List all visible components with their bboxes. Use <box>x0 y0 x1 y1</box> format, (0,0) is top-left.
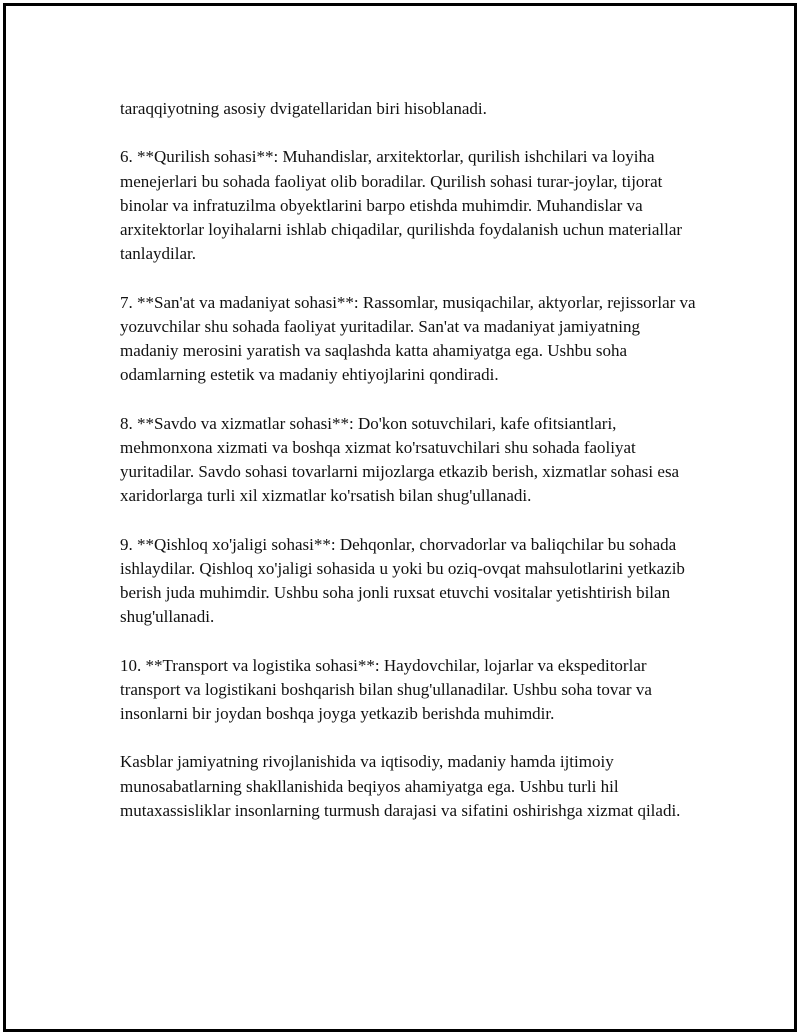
document-body <box>120 97 700 823</box>
paragraph-construction-sector: 6. **Qurilish sohasi**: Muhandislar, arxitektorlar, qurilish ishchilari va loyiha menejerlari bu sohada faoliyat olib boradilar. Qurilish sohasi turar-joylar, tijorat binolar va infratuzilma obyektlarini barpo etishda muhimdir. Muhandislar va arxitektorlar loyihalarni ishlab chiqadilar, qurilishda foydalanish uchun materiallar tanlaydilar. <box>120 147 683 264</box>
paragraph-continuation: taraqqiyotning asosiy dvigatellaridan biri hisoblanadi. <box>120 99 487 118</box>
paragraph-transport-logistics-sector: 10. **Transport va logistika sohasi**: Haydovchilar, lojarlar va ekspeditorlar transport va logistikani boshqarish bilan shug'ullanadilar. Ushbu soha tovar va insonlarni bir joydan boshqa joyga yetkazib berishda muhimdir. <box>120 655 652 723</box>
paragraph-agriculture-sector: 9. **Qishloq xo'jaligi sohasi**: Dehqonlar, chorvadorlar va baliqchilar bu sohada ishlaydilar. Qishloq xo'jaligi sohasida u yoki bu oziq-ovqat mahsulotlarini yetkazib berish juda muhimdir. Ushbu soha jonli ruxsat etuvchi vositalar yetishtirish bilan shug'ullanadi. <box>120 534 685 627</box>
paragraph-art-culture-sector: 7. **San'at va madaniyat sohasi**: Rassomlar, musiqachilar, aktyorlar, rejissorlar va yozuvchilar shu sohada faoliyat yuritadilar. San'at va madaniyat jamiyatning madaniy merosini yaratish va saqlashda katta ahamiyatga ega. Ushbu soha odamlarning estetik va madaniy ehtiyojlarini qondiradi. <box>120 292 696 385</box>
page-frame <box>3 3 797 1032</box>
paragraph-trade-services-sector: 8. **Savdo va xizmatlar sohasi**: Do'kon sotuvchilari, kafe ofitsiantlari, mehmonxona xizmati va boshqa xizmat ko'rsatuvchilari shu sohada faoliyat yuritadilar. Savdo sohasi tovarlarni mijozlarga etkazib berish, xizmatlar sohasi esa xaridorlarga turli xil xizmatlar ko'rsatish bilan shug'ullanadi. <box>120 413 680 506</box>
paragraph-conclusion: Kasblar jamiyatning rivojlanishida va iqtisodiy, madaniy hamda ijtimoiy munosabatlarning shakllanishida beqiyos ahamiyatga ega. Ushbu turli hil mutaxassisliklar insonlarning turmush darajasi va sifatini oshirishga xizmat qiladi. <box>120 752 681 820</box>
